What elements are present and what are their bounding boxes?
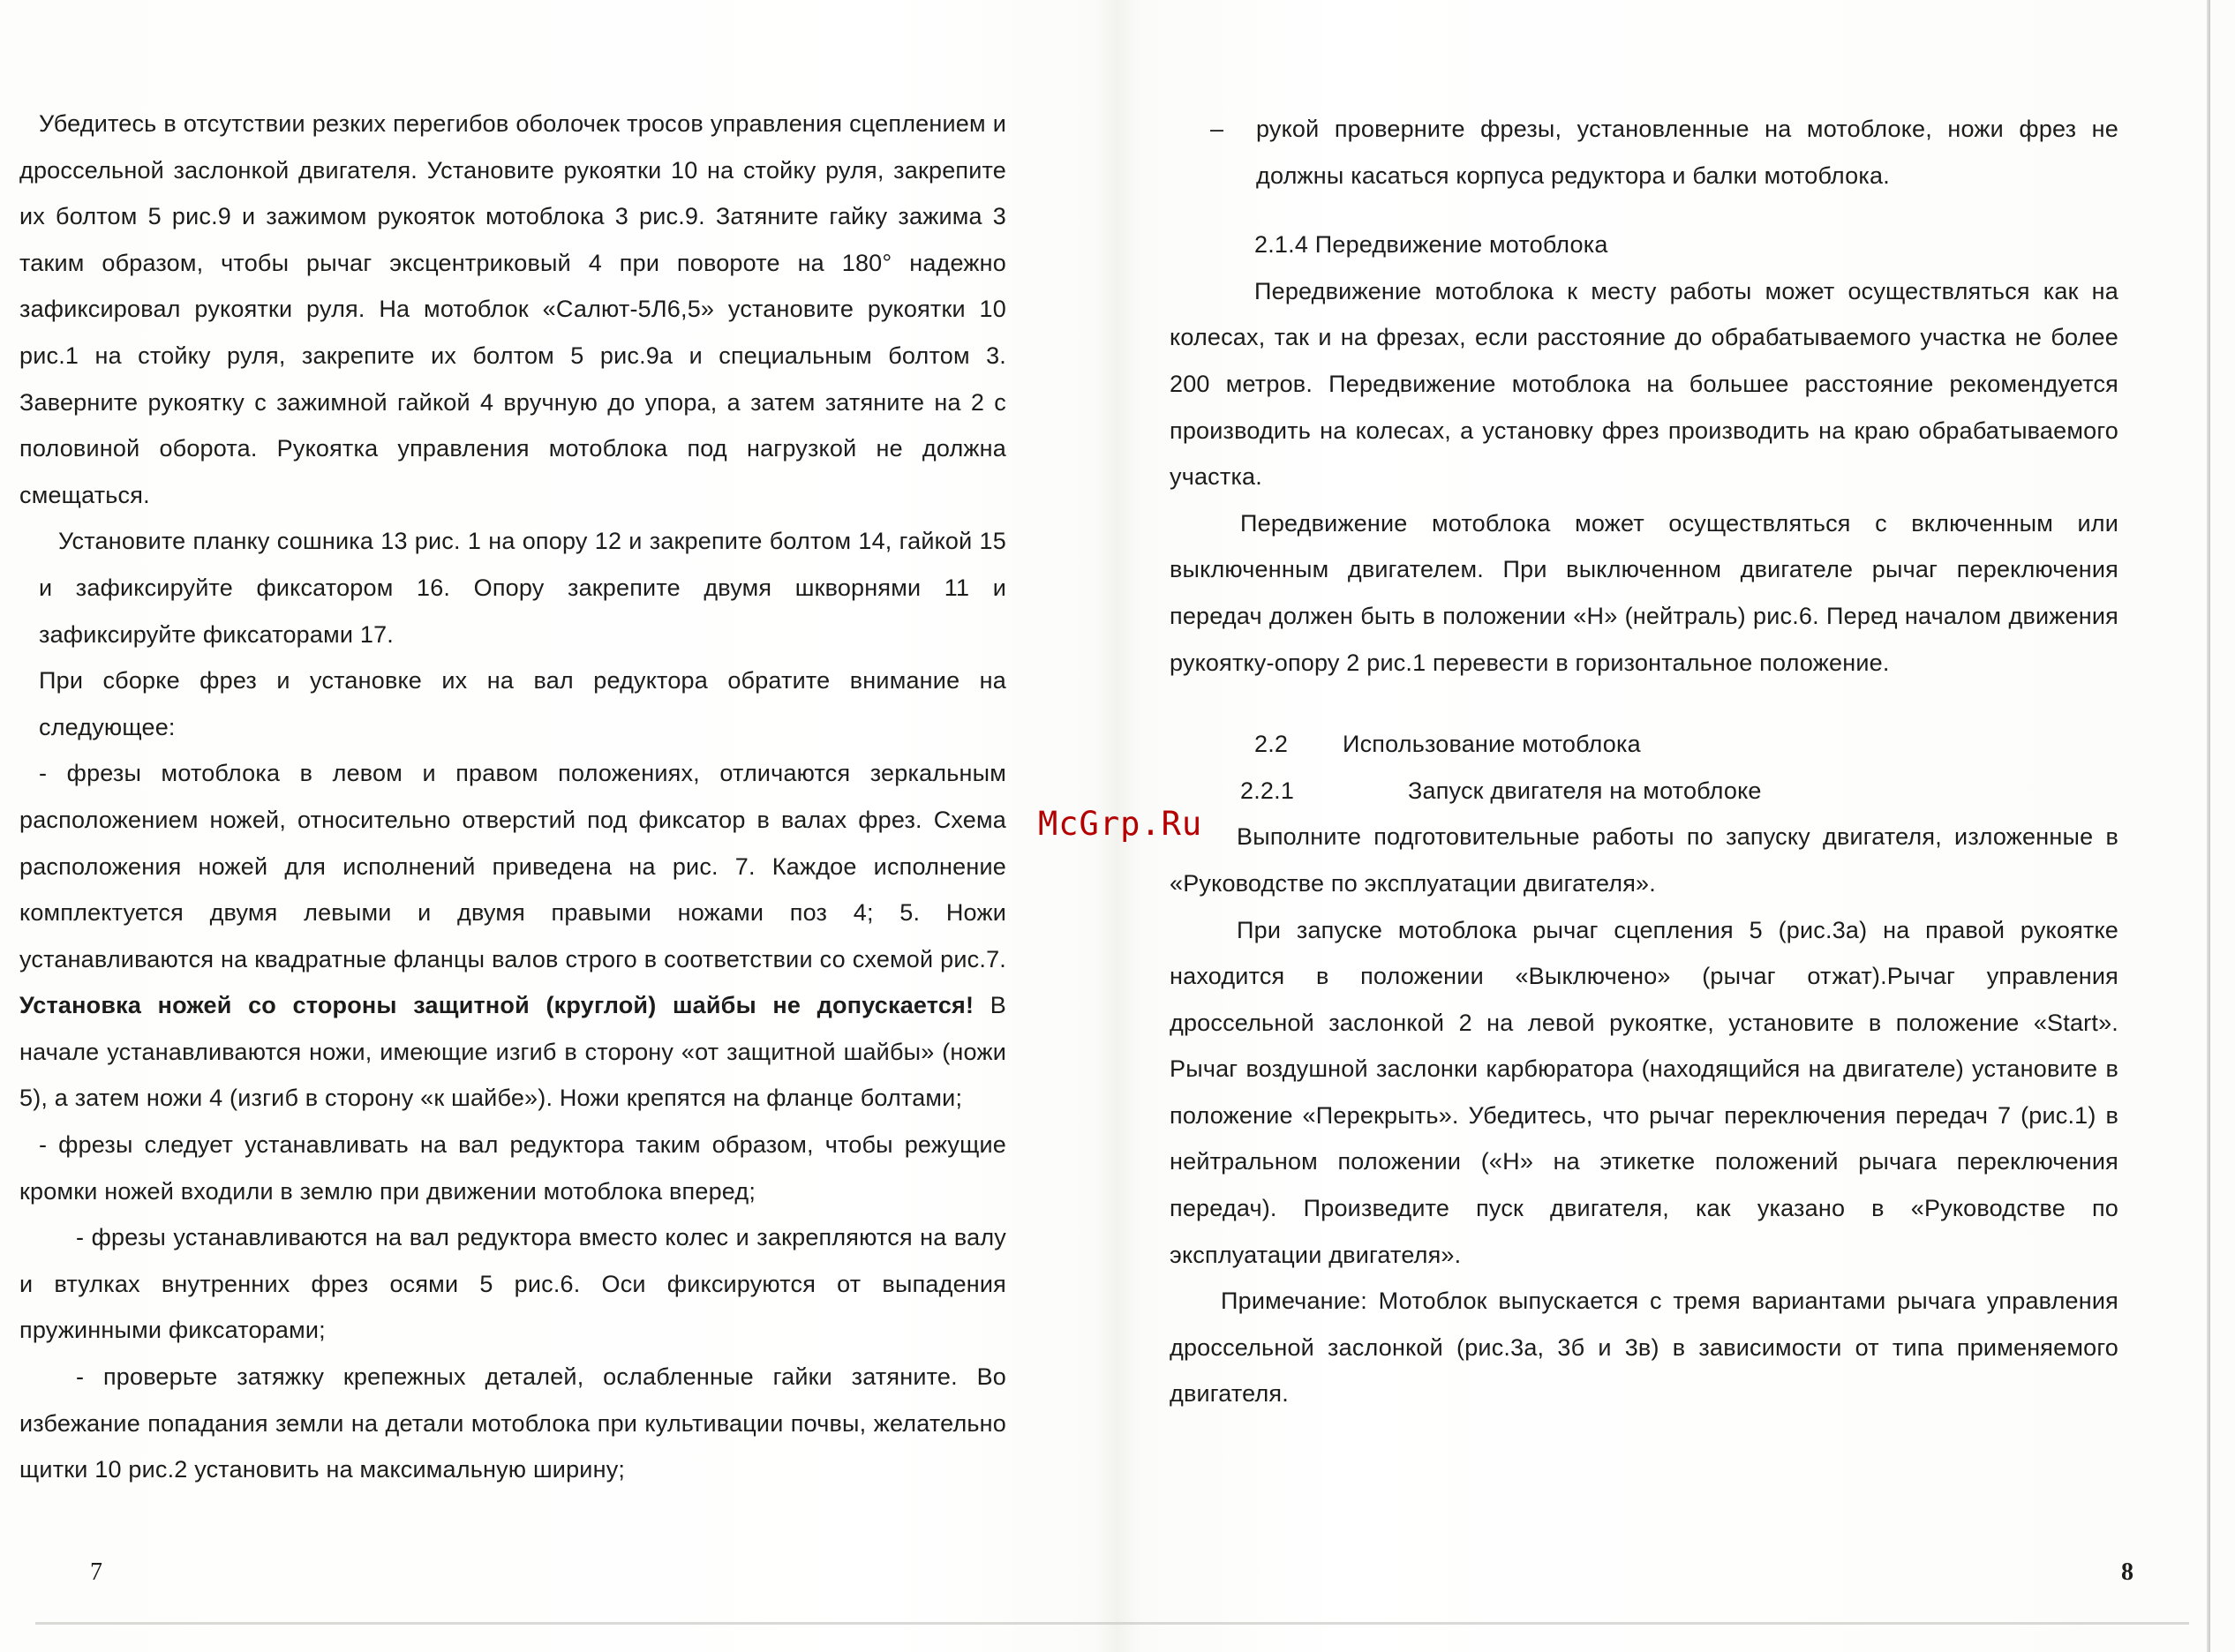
dash-marker: –	[1210, 116, 1224, 142]
page-edge-right	[2207, 0, 2210, 1652]
watermark-text: McGrp.Ru	[1038, 805, 1203, 843]
section-2-2-1-paragraph-2: При запуске мотоблока рычаг сцепления 5 (рис.3а) на правой рукоятке находится в положении «Выключено» (рычаг отжат).Рычаг управления дроссельной заслонкой 2 на левой рукоятке, установите в положение «Start». Рычаг воздушной заслонки карбюратора (находящийся на двигателе) установите в положение «Перекрыть». Убедитесь, что рычаг переключения передач 7 (рис.1) в нейтральном положении («Н» на этикетке положений рычага переключения передач). Произведите пуск двигателя, как указано в «Руководстве по эксплуатации двигателя».	[1170, 916, 2118, 1268]
spacer	[1170, 686, 2118, 721]
left-page-column	[19, 101, 1006, 1493]
left-paragraph-axles: - фрезы устанавливаются на вал редуктора вместо колес и закрепляются на валу и втулках внутренних фрез осями 5 рис.6. Оси фиксируются от выпадения пружинными фиксаторами;	[19, 1224, 1006, 1344]
section-heading-2-1-4: 2.1.4 Передвижение мотоблока	[1254, 231, 1608, 259]
section-heading-2-2	[1170, 721, 2118, 768]
spacer	[1170, 199, 2118, 222]
section-2-2-number: 2.2	[1254, 731, 1289, 758]
left-paragraph-tiller-knives	[19, 750, 1006, 1122]
section-heading-2-2-1	[1170, 768, 2118, 815]
left-paragraph-tiller-intro: При сборке фрез и установке их на вал редуктора обратите внимание на следующее:	[39, 667, 1006, 740]
right-dash-item	[1170, 106, 2118, 199]
page-number-right: 8	[2121, 1558, 2133, 1586]
bold-warning: Установка ножей со стороны защитной (круглой) шайбы не допускается!	[19, 992, 975, 1019]
section-2-2-1-note: Примечание: Мотоблок выпускается с тремя вариантами рычага управления дроссельной заслонкой (рис.3а, 3б и 3в) в зависимости от типа применяемого двигателя.	[1170, 1288, 2118, 1408]
section-2-1-4-paragraph-2: Передвижение мотоблока может осуществляться с включенным или выключенным двигателем. При выключенном двигателе рычаг переключения передач должен быть в положении «Н» (нейтраль) рис.6. Перед началом движения рукоятку-опору 2 рис.1 перевести в горизонтальное положение.	[1170, 509, 2118, 676]
left-paragraph-fasteners: - проверьте затяжку крепежных деталей, ослабленные гайки затяните. Во избежание попадания земли на детали мотоблока при культивации почвы, желательно щитки 10 рис.2 установить на максимальную ширину;	[19, 1363, 1006, 1483]
left-paragraph-handles: Убедитесь в отсутствии резких перегибов оболочек тросов управления сцеплением и дроссельной заслонкой двигателя. Установите рукоятки 10 на стойку руля, закрепите их болтом 5 рис.9 и зажимом рукояток мотоблока 3 рис.9. Затяните гайку зажима 3 таким образом, чтобы рычаг эксцентриковый 4 при повороте на 180° надежно зафиксировал рукоятки руля. На мотоблок «Салют-5Л6,5» установите рукоятки 10 рис.1 на стойку руля, закрепите их болтом 5 рис.9а и специальным болтом 3. Заверните рукоятку с зажимной гайкой 4 вручную до упора, а затем затяните на 2 с половиной оборота. Рукоятка управления мотоблока под нагрузкой не должна смещаться.	[19, 110, 1006, 508]
section-2-1-4-paragraph-1: Передвижение мотоблока к месту работы может осуществляться как на колесах, так и на фрезах, если расстояние до обрабатываемого участка не более 200 метров. Передвижение мотоблока на большее расстояние рекомендуется производить на колесах, а установку фрез производить на краю обрабатываемого участка.	[1170, 277, 2118, 491]
page-edge-bottom	[35, 1622, 2189, 1625]
tiller-knives-order-text: В начале устанавливаются ножи, имеющие изгиб в сторону «от защитной шайбы» (ножи 5), а затем ножи 4 (изгиб в сторону «к шайбе»). Ножи крепятся на фланце болтами;	[19, 992, 1007, 1112]
section-2-2-title: Использование мотоблока	[1343, 731, 1641, 758]
section-2-2-1-title: Запуск двигателя на мотоблоке	[1408, 777, 1762, 804]
section-2-2-1-number: 2.2.1	[1240, 777, 1295, 804]
tiller-knives-text: - фрезы мотоблока в левом и правом положениях, отличаются зеркальным расположением ножей, относительно отверстий под фиксатор в валах фрез. Схема расположения ножей для исполнений приведена на рис. 7. Каждое исполнение комплектуется двумя левыми и двумя правыми ножами поз 4; 5. Ножи устанавливаются на квадратные фланцы валов строго в соответствии со схемой рис.7.	[19, 760, 1006, 972]
left-paragraph-cutting-edges: - фрезы следует устанавливать на вал редуктора таким образом, чтобы режущие кромки ножей входили в землю при движении мотоблока вперед;	[19, 1131, 1006, 1205]
section-2-2-1-paragraph-1: Выполните подготовительные работы по запуску двигателя, изложенные в «Руководстве по эксплуатации двигателя».	[1170, 823, 2118, 897]
left-paragraph-coulter: Установите планку сошника 13 рис. 1 на опору 12 и закрепите болтом 14, гайкой 15 и зафиксируйте фиксатором 16. Опору закрепите двумя шкворнями 11 и зафиксируйте фиксаторами 17.	[39, 528, 1006, 648]
right-page-column	[1170, 106, 2118, 1417]
dash-item-text: рукой проверните фрезы, установленные на мотоблоке, ножи фрез не должны касаться корпуса редуктора и балки мотоблока.	[1256, 116, 2118, 189]
page-number-left: 7	[90, 1558, 102, 1586]
